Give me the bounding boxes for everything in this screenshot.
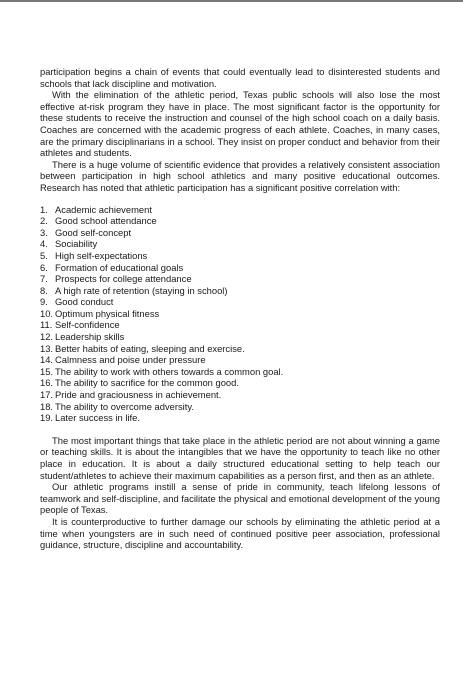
list-item: 4. Sociability bbox=[40, 238, 98, 250]
paragraph-continuation: participation begins a chain of events that could eventually lead to disinterested students and schools that lack discipline and motivation. bbox=[40, 66, 440, 89]
list-item: 13. Better habits of eating, sleeping and exercise. bbox=[40, 342, 245, 354]
list-item: 14. Calmness and poise under pressure bbox=[40, 354, 206, 366]
list-item: 9. Good conduct bbox=[40, 296, 114, 308]
benefits-list bbox=[40, 204, 440, 424]
list-item: 19. Later success in life. bbox=[40, 412, 140, 424]
paragraph-scientific-evidence: There is a huge volume of scientific evidence that provides a relatively consistent association between participation in high school athletics and many positive educational outcomes. Research has noted that athletic participation has a significant positive correlation with: bbox=[40, 158, 440, 193]
list-item: 1. Academic achievement bbox=[40, 203, 152, 215]
paragraph-counterproductive: It is counterproductive to further damage our schools by eliminating the athletic period at a time when youngsters are in such need of continued positive peer association, professional guidance, structure, discipline and accountability. bbox=[40, 515, 440, 551]
list-item: 16. The ability to sacrifice for the common good. bbox=[40, 377, 239, 389]
spacer bbox=[40, 194, 440, 204]
list-item: 10. Optimum physical fitness bbox=[40, 307, 160, 319]
list-item: 7. Prospects for college attendance bbox=[40, 273, 192, 285]
list-item: 2. Good school attendance bbox=[40, 215, 157, 227]
list-item: 17. Pride and graciousness in achievement. bbox=[40, 389, 222, 401]
top-border bbox=[0, 0, 463, 2]
document-page bbox=[40, 66, 440, 551]
paragraph-intangibles: The most important things that take place in the athletic period are not about winning a game or teaching skills. It is about the intangibles that we have the opportunity to teach like no other place in education. It is about a daily structured educational setting to help teach our student/athletes to achieve their maximum capabilities as a person first, and then as an athlete. bbox=[40, 434, 440, 481]
list-item: 3. Good self-concept bbox=[40, 226, 132, 238]
list-item: 18. The ability to overcome adversity. bbox=[40, 400, 194, 412]
list-item: 11. Self-confidence bbox=[40, 319, 120, 331]
paragraph-community-pride: Our athletic programs instill a sense of pride in community, teach lifelong lessons of teamwork and self-discipline, and facilitate the physical and emotional development of the young people of Texas. bbox=[40, 481, 440, 516]
paragraph-at-risk-program: With the elimination of the athletic period, Texas public schools will also lose the most effective at-risk program they have in place. The most significant factor is the opportunity for these students to receive the instruction and counsel of the high school coach on a daily basis. Coaches are concerned with the academic progress of each athlete. Coaches, in many cases, are the primary disciplinarians in a school. They insist on proper conduct and behavior from their athletes and students. bbox=[40, 89, 440, 159]
list-item: 15. The ability to work with others towards a common goal. bbox=[40, 365, 284, 377]
list-item: 5. High self-expectations bbox=[40, 249, 148, 261]
spacer bbox=[40, 424, 440, 435]
list-item: 6. Formation of educational goals bbox=[40, 261, 184, 273]
list-item: 8. A high rate of retention (staying in school) bbox=[40, 284, 228, 296]
list-item: 12. Leadership skills bbox=[40, 331, 125, 343]
